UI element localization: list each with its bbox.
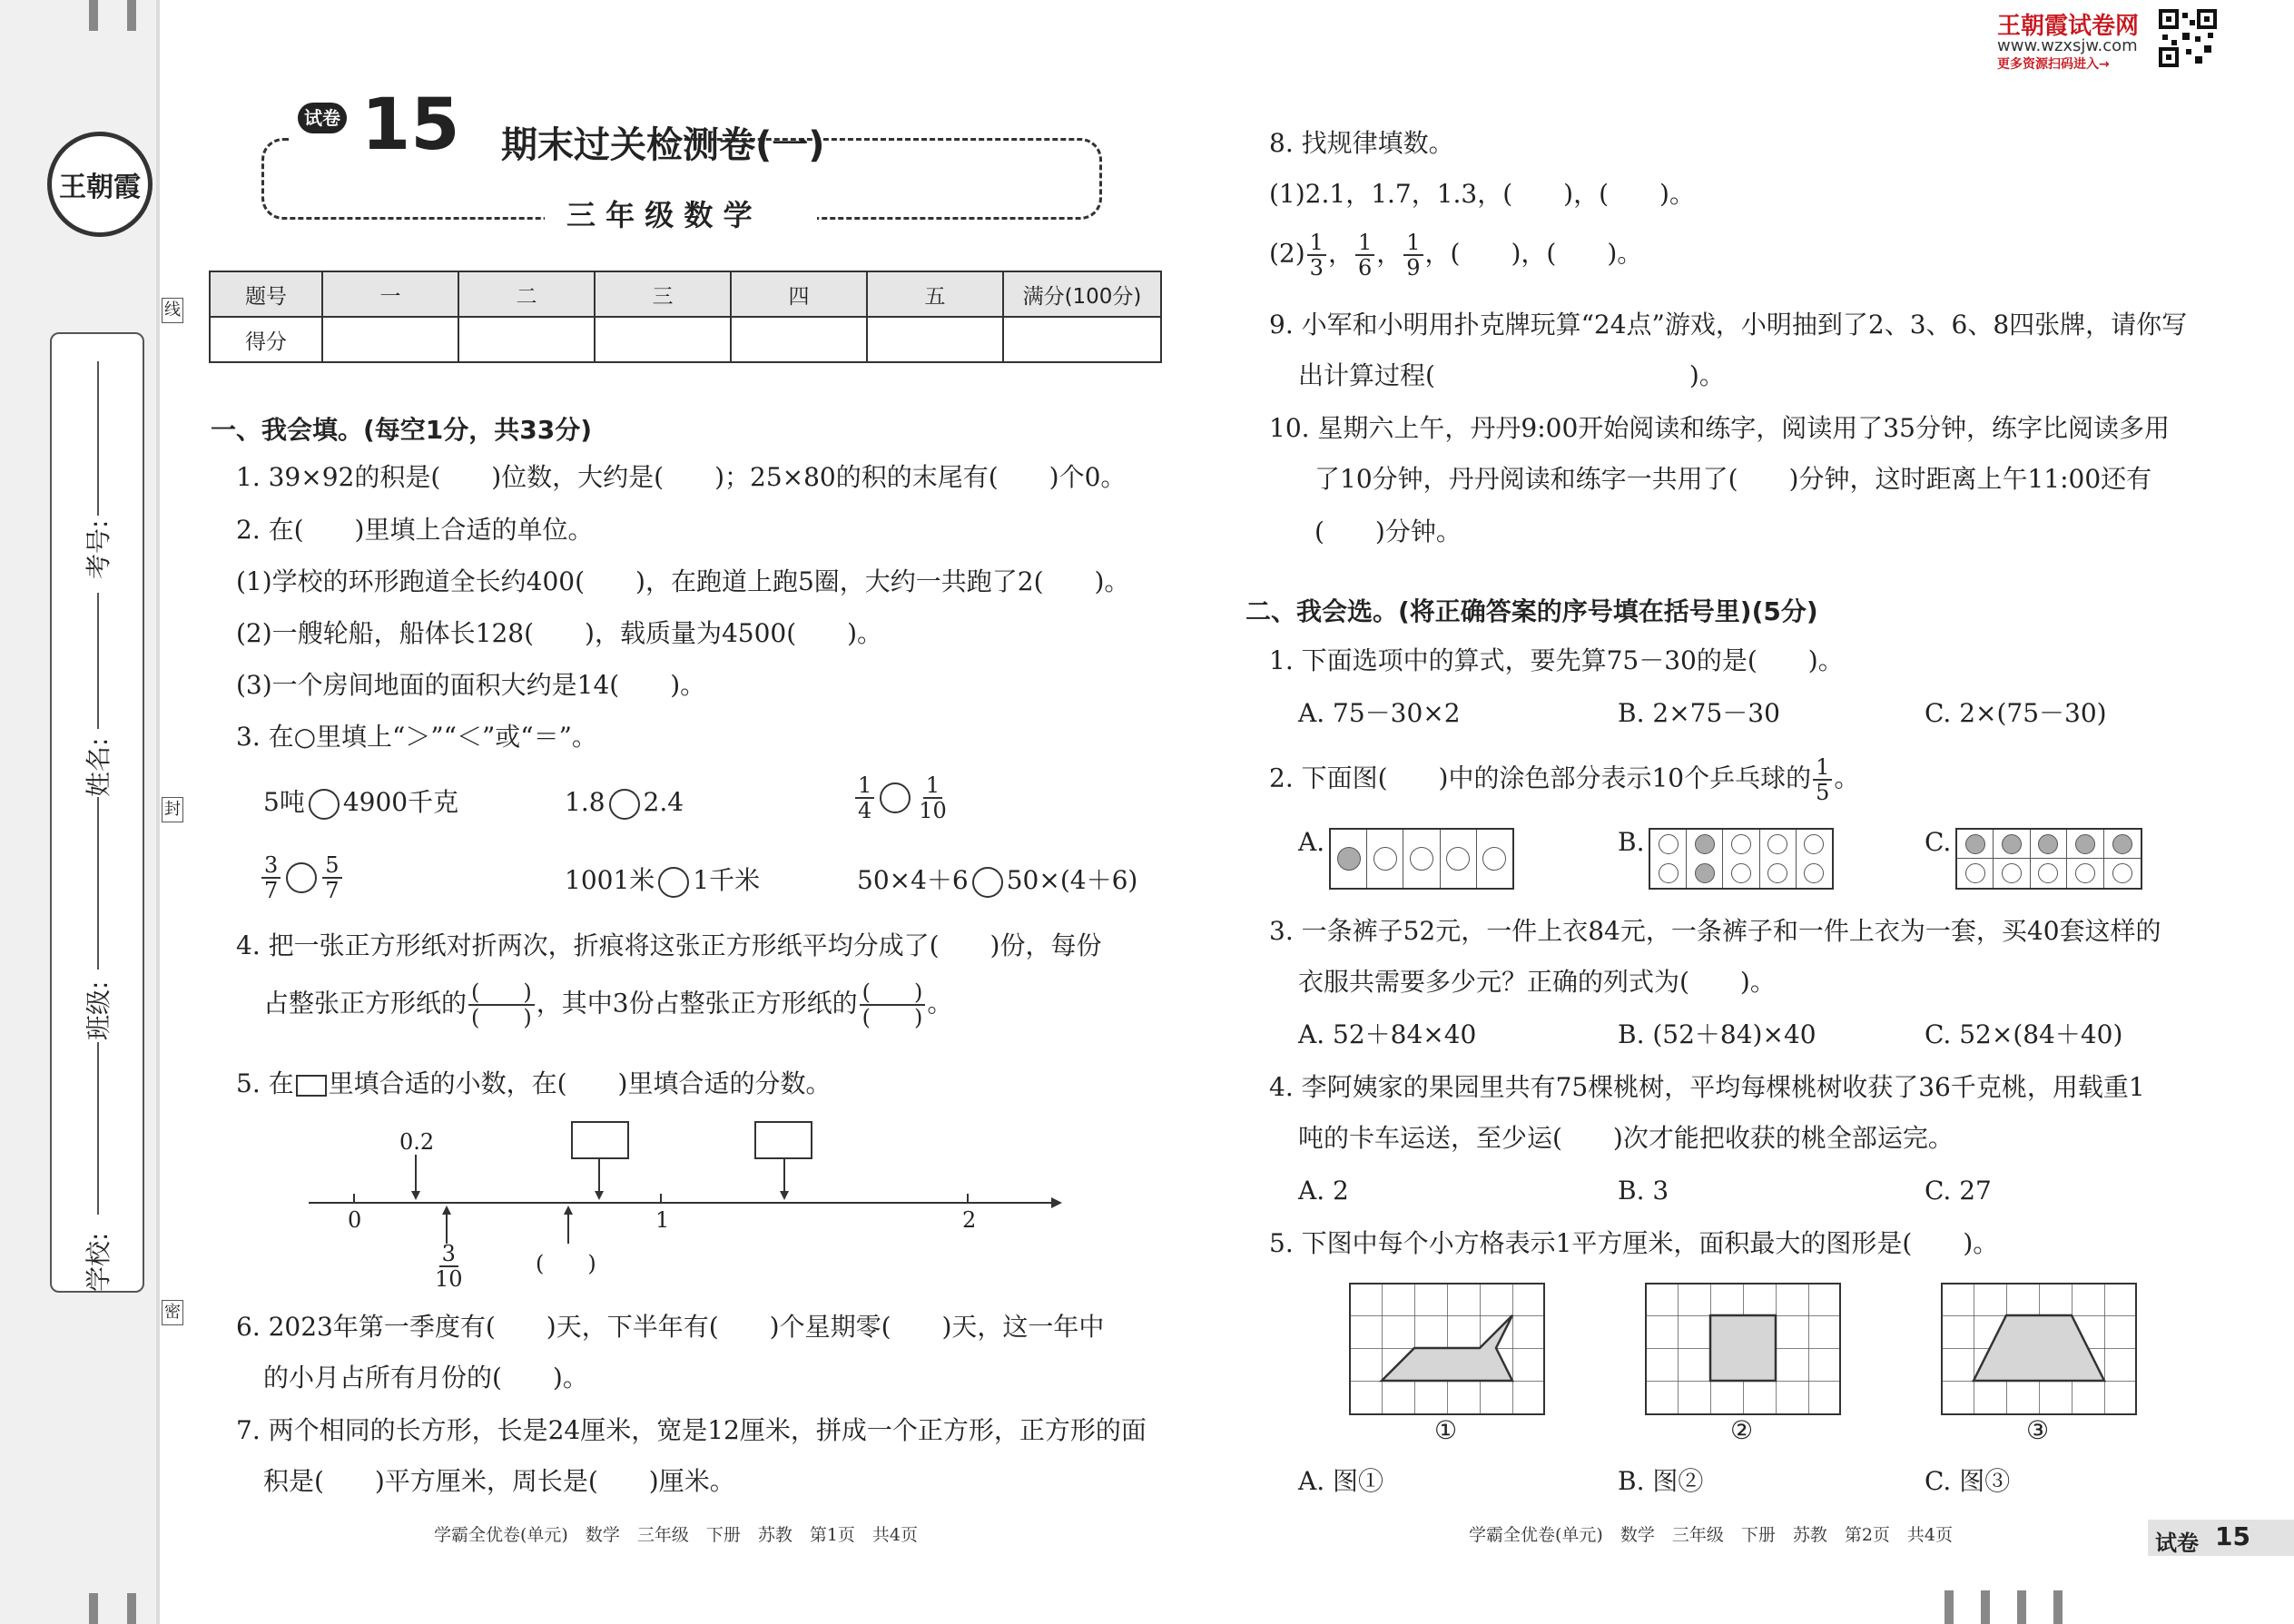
- class-line[interactable]: [97, 797, 99, 969]
- q4-text-a: 占整张正方形纸的: [263, 988, 468, 1019]
- q3-item-f: [857, 864, 1137, 898]
- ball-icon: [2038, 863, 2058, 883]
- page-tag-label: 试卷: [2155, 1530, 2199, 1556]
- binding-strip-edge: [156, 0, 160, 1624]
- binding-close-char: 密: [162, 1300, 183, 1325]
- blank-fraction[interactable]: $\frac{( )}{( )}$: [860, 980, 926, 1029]
- c2-opt-b-label[interactable]: B.: [1618, 827, 1645, 857]
- q2-1: (1)学校的环形跑道全长约400( )，在跑道上跑5圈，大约一共跑了2( )。: [236, 566, 1130, 596]
- q2-3: (3)一个房间地面的面积大约是14( )。: [236, 670, 706, 700]
- c2-figure-c: [1955, 828, 2142, 890]
- q3: 3. 在○里填上“＞”“＜”或“＝”。: [236, 722, 597, 752]
- q9-line1: 9. 小军和小明用扑克牌玩算“24点”游戏，小明抽到了2、3、6、8四张牌，请你写: [1269, 310, 2188, 340]
- section-1-heading: 一、我会填。(每空1分，共33分): [211, 415, 593, 445]
- ball-icon: [2112, 863, 2132, 883]
- c4-opt-a[interactable]: A. 2: [1298, 1176, 1349, 1206]
- filled-ball-icon: [2112, 834, 2132, 854]
- ball-icon: [1767, 863, 1787, 883]
- filled-ball-icon: [1965, 834, 1985, 854]
- filled-ball-icon: [2038, 834, 2058, 854]
- c5-opt-b[interactable]: B. 图②: [1618, 1466, 1704, 1496]
- student-info-box: [50, 332, 144, 1293]
- q5-text-b: 里填合适的小数，在( )里填合适的分数。: [328, 1068, 832, 1098]
- score-header-1: 一: [322, 271, 458, 317]
- ball-icon: [1373, 847, 1397, 871]
- score-cell-1[interactable]: [322, 317, 458, 362]
- fraction: $\frac{1}{10}$: [919, 773, 947, 823]
- grid-figure-2-label: ②: [1730, 1415, 1754, 1445]
- q6-line1: 6. 2023年第一季度有( )天，下半年有( )个星期零( )天，这一年中: [236, 1312, 1105, 1342]
- c4-opt-c[interactable]: C. 27: [1925, 1176, 1992, 1206]
- compare-circle[interactable]: [286, 862, 317, 893]
- binding-seal-char: 封: [162, 797, 183, 822]
- q8-2: (2) $\frac{1}{3}$ ， $\frac{1}{6}$ ， $\frac{1}{9}$ ，( )，( )。: [1269, 230, 1643, 281]
- q7-line2: 积是( )平方厘米，周长是( )厘米。: [263, 1466, 735, 1496]
- compare-circle[interactable]: [880, 782, 911, 813]
- answer-box[interactable]: [572, 1122, 628, 1158]
- q3-e-right: 1千米: [693, 865, 761, 895]
- score-cell-2[interactable]: [458, 317, 595, 362]
- fraction: $\frac{1}{5}$: [1813, 755, 1832, 804]
- binding-line-char: 线: [162, 298, 183, 323]
- q10-line3: ( )分钟。: [1314, 517, 1462, 546]
- compare-circle[interactable]: [658, 867, 689, 898]
- score-header-4: 四: [731, 271, 867, 317]
- name-label: 姓名:: [84, 737, 113, 797]
- blank-fraction[interactable]: $\frac{( )}{( )}$: [468, 980, 535, 1029]
- qr-code-icon: [2159, 9, 2217, 67]
- paper-title: 期末过关检测卷(一): [501, 124, 825, 166]
- q3-item-b: [565, 786, 684, 820]
- compare-circle[interactable]: [972, 867, 1003, 898]
- filled-ball-icon: [2075, 834, 2095, 854]
- fraction: $\frac{1}{3}$: [1307, 231, 1326, 280]
- q5-text-a: 5. 在: [236, 1068, 294, 1098]
- paper-number: 15: [361, 84, 460, 166]
- numline-above-label: 0.2: [399, 1129, 435, 1155]
- score-header-5: 五: [867, 271, 1003, 317]
- grid-figure-2: [1645, 1283, 1841, 1417]
- c2-figure-b: [1649, 828, 1834, 890]
- compare-circle[interactable]: [309, 789, 340, 820]
- ball-icon: [1482, 847, 1506, 871]
- school-label: 学校:: [84, 1232, 113, 1292]
- paper-badge: 试卷: [298, 103, 347, 133]
- paper-subtitle: 三 年 级 数 学: [566, 198, 753, 232]
- ball-icon: [1731, 834, 1751, 854]
- score-header-label: 题号: [210, 271, 322, 317]
- q3-item-d: [260, 853, 344, 902]
- ball-icon: [1804, 863, 1824, 883]
- fraction: $\frac{1}{9}$: [1403, 231, 1423, 280]
- score-header-2: 二: [458, 271, 595, 317]
- ball-icon: [1965, 863, 1985, 883]
- q3-item-c: [853, 773, 951, 822]
- score-table-wrap: [209, 271, 1162, 363]
- c2-opt-a-label[interactable]: A.: [1298, 827, 1325, 857]
- q2: 2. 在( )里填上合适的单位。: [236, 515, 594, 545]
- c4-opt-b[interactable]: B. 3: [1618, 1176, 1669, 1206]
- grid-figure-3-label: ③: [2026, 1415, 2050, 1445]
- q8-1: (1)2.1，1.7，1.3，( )，( )。: [1269, 179, 1695, 209]
- fraction: $\frac{1}{6}$: [1355, 231, 1374, 280]
- q10-line2: 了10分钟，丹丹阅读和练字一共用了( )分钟，这时距离上午11:00还有: [1314, 464, 2152, 494]
- q6-line2: 的小月占所有月份的( )。: [263, 1363, 588, 1393]
- q9-line2: 出计算过程( )。: [1298, 360, 1725, 390]
- section-2-heading: 二、我会选。(将正确答案的序号填在括号里)(5分): [1245, 596, 1818, 626]
- q3-b-right: 2.4: [643, 787, 684, 817]
- q3-e-left: 1001米: [565, 865, 655, 895]
- c3-line1: 3. 一条裤子52元，一件上衣84元，一条裤子和一件上衣为一套，买40套这样的: [1269, 916, 2161, 946]
- answer-box-icon: [296, 1075, 327, 1097]
- numline-below-paren[interactable]: ( ): [536, 1251, 596, 1276]
- class-label: 班级:: [84, 980, 113, 1040]
- site-tagline: 更多资源扫码进入→: [1997, 57, 2110, 72]
- ball-icon: [1804, 834, 1824, 854]
- filled-ball-icon: [2002, 834, 2022, 854]
- ball-icon: [1731, 863, 1751, 883]
- score-cell-3[interactable]: [595, 317, 731, 362]
- score-header-3: 三: [595, 271, 731, 317]
- q10-line1: 10. 星期六上午，丹丹9:00开始阅读和练字，阅读用了35分钟，练字比阅读多用: [1269, 413, 2170, 443]
- filled-ball-icon: [1337, 847, 1361, 871]
- score-header-total: 满分(100分): [1003, 271, 1161, 317]
- q3-f-right: 50×(4＋6): [1006, 865, 1138, 895]
- c1: 1. 下面选项中的算式，要先算75－30的是( )。: [1269, 645, 1844, 675]
- bottom-marks: [89, 1593, 143, 1624]
- q8: 8. 找规律填数。: [1269, 128, 1454, 158]
- q7-line1: 7. 两个相同的长方形，长是24厘米，宽是12厘米，拼成一个正方形，正方形的面: [236, 1415, 1147, 1445]
- q3-item-e: [565, 864, 760, 898]
- q3-item-a: [263, 786, 458, 820]
- grid-figure-1-label: ①: [1434, 1415, 1458, 1445]
- fraction: $\frac{3}{7}$: [261, 853, 281, 902]
- ball-icon: [1659, 863, 1679, 883]
- q1: 1. 39×92的积是( )位数，大约是( )；25×80的积的末尾有( )个0。: [236, 462, 1127, 492]
- q5: [236, 1068, 831, 1100]
- bottom-right-marks: [1944, 1590, 2072, 1624]
- site-name: 王朝霞试卷网: [1997, 13, 2140, 40]
- q3-a-left: 5吨: [263, 787, 305, 817]
- ball-icon: [1410, 847, 1433, 871]
- c5-opt-c[interactable]: C. 图③: [1925, 1466, 2011, 1496]
- c5-opt-a[interactable]: A. 图①: [1298, 1466, 1384, 1496]
- filled-ball-icon: [1695, 863, 1715, 883]
- c2-opt-c-label[interactable]: C.: [1925, 827, 1952, 857]
- q4-text-b: ，其中3份占整张正方形纸的: [536, 988, 858, 1019]
- q3-f-left: 50×4＋6: [857, 865, 969, 895]
- logo-text: 王朝霞: [59, 172, 141, 203]
- exam-no-label: 考号:: [84, 519, 113, 579]
- c1-opt-a[interactable]: A. 75－30×2: [1298, 698, 1461, 728]
- c5: 5. 下图中每个小方格表示1平方厘米，面积最大的图形是( )。: [1269, 1228, 1999, 1258]
- grid-figure-1: [1349, 1283, 1545, 1417]
- ball-icon: [2075, 863, 2095, 883]
- numline-below-fraction: $\frac{3}{10}$: [435, 1241, 463, 1292]
- filled-ball-icon: [1695, 834, 1715, 854]
- score-table: [209, 271, 1162, 363]
- grid-figure-3: [1941, 1283, 2137, 1417]
- c2: 2. 下面图( )中的涂色部分表示10个乒乓球的 $\frac{1}{5}$ 。: [1269, 754, 1860, 805]
- ball-icon: [1446, 847, 1470, 871]
- c1-opt-c[interactable]: C. 2×(75－30): [1925, 698, 2107, 728]
- numline-tick-1: 1: [655, 1207, 670, 1233]
- c3-opt-a[interactable]: A. 52＋84×40: [1298, 1019, 1477, 1049]
- top-marks: [89, 0, 143, 31]
- fraction: $\frac{5}{7}$: [322, 853, 341, 902]
- fraction: $\frac{1}{4}$: [855, 773, 874, 822]
- brand-logo: [47, 132, 153, 237]
- page-tag-number: 15: [2215, 1521, 2250, 1551]
- score-cell-5[interactable]: [867, 317, 1003, 362]
- school-line[interactable]: [97, 1042, 99, 1215]
- c3-line2: 衣服共需要多少元？正确的列式为( )。: [1298, 967, 1776, 997]
- ball-icon: [2002, 863, 2022, 883]
- score-cell-total[interactable]: [1003, 317, 1161, 362]
- numline-tick-2: 2: [962, 1207, 977, 1233]
- q3-a-right: 4900千克: [342, 787, 459, 817]
- compare-circle[interactable]: [609, 789, 640, 820]
- score-cell-4[interactable]: [731, 317, 867, 362]
- answer-box[interactable]: [755, 1122, 812, 1158]
- q4-line2: 占整张正方形纸的 $\frac{( )}{( )}$ ，其中3份占整张正方形纸的 $\frac{( )}{( )}$ 。: [263, 979, 953, 1030]
- c4-line2: 吨的卡车运送，至少运( )次才能把收获的桃全部运完。: [1298, 1123, 1954, 1153]
- site-url: www.wzxsjw.com: [1997, 36, 2138, 55]
- right-footer: 学霸全优卷(单元) 数学 三年级 下册 苏教 第2页 共4页: [1469, 1525, 1954, 1545]
- score-row-label: 得分: [210, 317, 322, 362]
- c4-line1: 4. 李阿姨家的果园里共有75棵桃树，平均每棵桃树收获了36千克桃，用载重1: [1269, 1072, 2145, 1102]
- c2-figure-a: [1329, 828, 1514, 890]
- c3-opt-c[interactable]: C. 52×(84＋40): [1925, 1019, 2123, 1049]
- q2-2: (2)一艘轮船，船体长128( )，载质量为4500( )。: [236, 618, 883, 648]
- ball-icon: [1767, 834, 1787, 854]
- left-footer: 学霸全优卷(单元) 数学 三年级 下册 苏教 第1页 共4页: [434, 1525, 919, 1545]
- c1-opt-b[interactable]: B. 2×75－30: [1618, 698, 1780, 728]
- c3-opt-b[interactable]: B. (52＋84)×40: [1618, 1019, 1816, 1049]
- q3-b-left: 1.8: [565, 787, 605, 817]
- ball-icon: [1659, 834, 1679, 854]
- numline-tick-0: 0: [348, 1207, 362, 1233]
- q4-line1: 4. 把一张正方形纸对折两次，折痕将这张正方形纸平均分成了( )份，每份: [236, 930, 1102, 960]
